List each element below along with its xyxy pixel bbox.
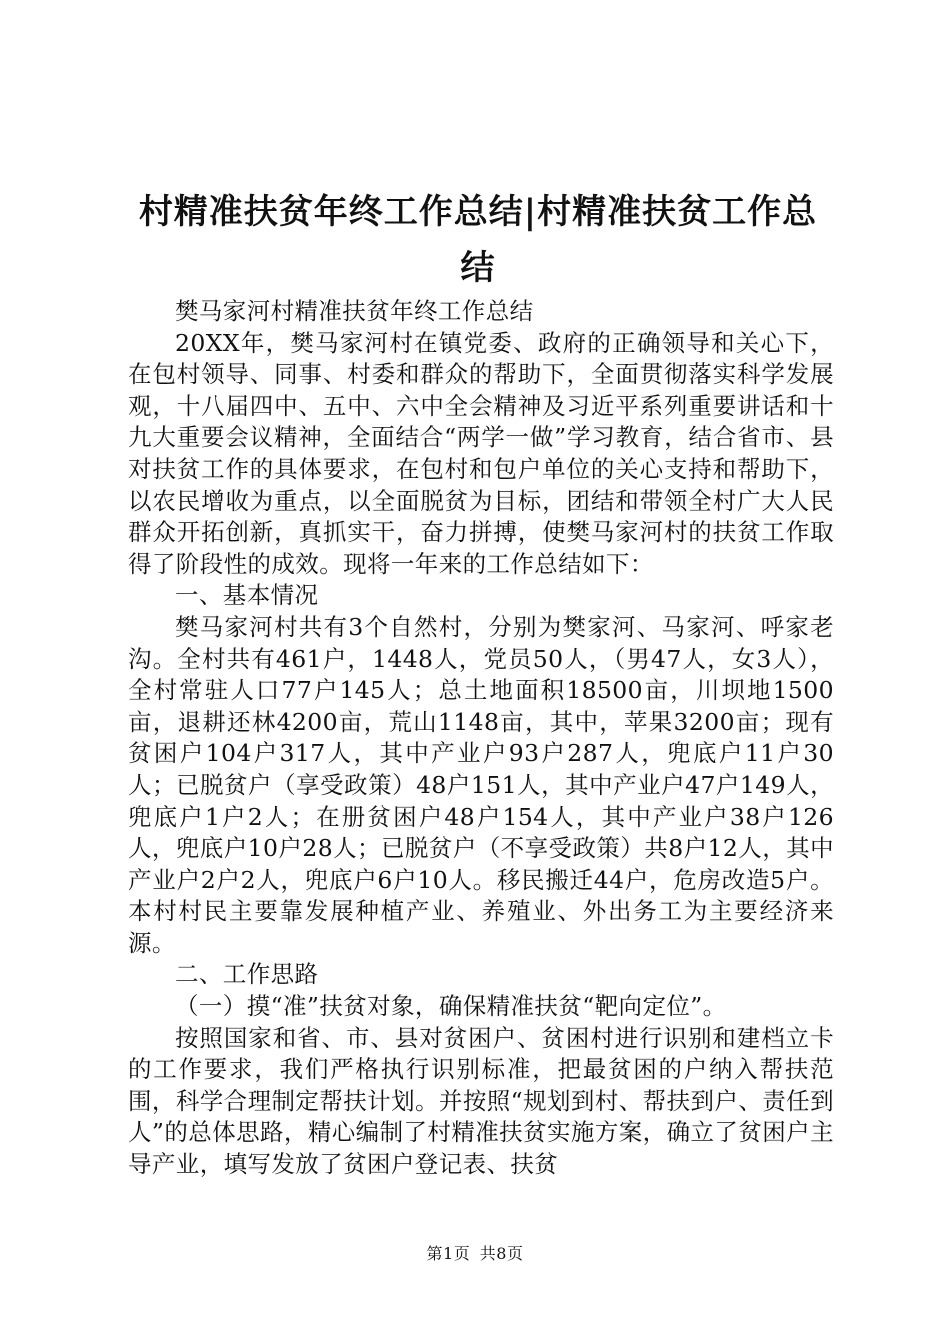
page-number: 第1页 bbox=[426, 1244, 471, 1263]
page-total: 共8页 bbox=[479, 1244, 524, 1263]
document-body bbox=[128, 296, 834, 1181]
subsection-heading-targeting: （一）摸“准”扶贫对象，确保精准扶贫“靶向定位”。 bbox=[175, 992, 727, 1021]
subtitle-paragraph: 樊马家河村精准扶贫年终工作总结 bbox=[175, 297, 534, 325]
section-heading-work-approach: 二、工作思路 bbox=[175, 960, 319, 989]
document-title: 村精准扶贫年终工作总结|村精准扶贫工作总结 bbox=[138, 192, 818, 288]
page-footer bbox=[0, 1244, 950, 1264]
basic-info-paragraph: 樊马家河村共有3个自然村，分别为樊家河、马家河、呼家老沟。全村共有461户，1448人，党员50人，（男47人，女3人），全村常驻人口77户145人；总土地面积18500亩，川坝地1500亩，退耕还林4200亩，荒山1148亩，其中，苹果3200亩；现有贫困户104户317人，其中产业户93户287人，兜底户11户30人；已脱贫户（享受政策）48户151人，其中产业户47户149人，兜底户1户2人；在册贫困户48户154人，其中产业户38户126人，兜底户10户28人；已脱贫户（不享受政策）共8户12人，其中产业户2户2人，兜底户6户10人。移民搬迁44户，危房改造5户。本村村民主要靠发展种植产业、养殖业、外出务工为主要经济来源。 bbox=[128, 612, 834, 957]
section-heading-basic-info: 一、基本情况 bbox=[175, 581, 319, 610]
intro-paragraph: 20XX年，樊马家河村在镇党委、政府的正确领导和关心下，在包村领导、同事、村委和群众的帮助下，全面贯彻落实科学发展观，十八届四中、五中、六中全会精神及习近平系列重要讲话和十九大重要会议精神，全面结合“两学一做”学习教育，结合省市、县对扶贫工作的具体要求，在包村和包户单位的关心支持和帮助下，以农民增收为重点，以全面脱贫为目标，团结和带领全村广大人民群众开拓创新，真抓实干，奋力拼搏，使樊马家河村的扶贫工作取得了阶段性的成效。现将一年来的工作总结如下： bbox=[128, 328, 834, 578]
targeting-paragraph: 按照国家和省、市、县对贫困户、贫困村进行识别和建档立卡的工作要求，我们严格执行识别标准，把最贫困的户纳入帮扶范围，科学合理制定帮扶计划。并按照“规划到村、帮扶到户、责任到人”的总体思路，精心编制了村精准扶贫实施方案，确立了贫困户主导产业，填写发放了贫困户登记表、扶贫 bbox=[128, 1023, 834, 1179]
